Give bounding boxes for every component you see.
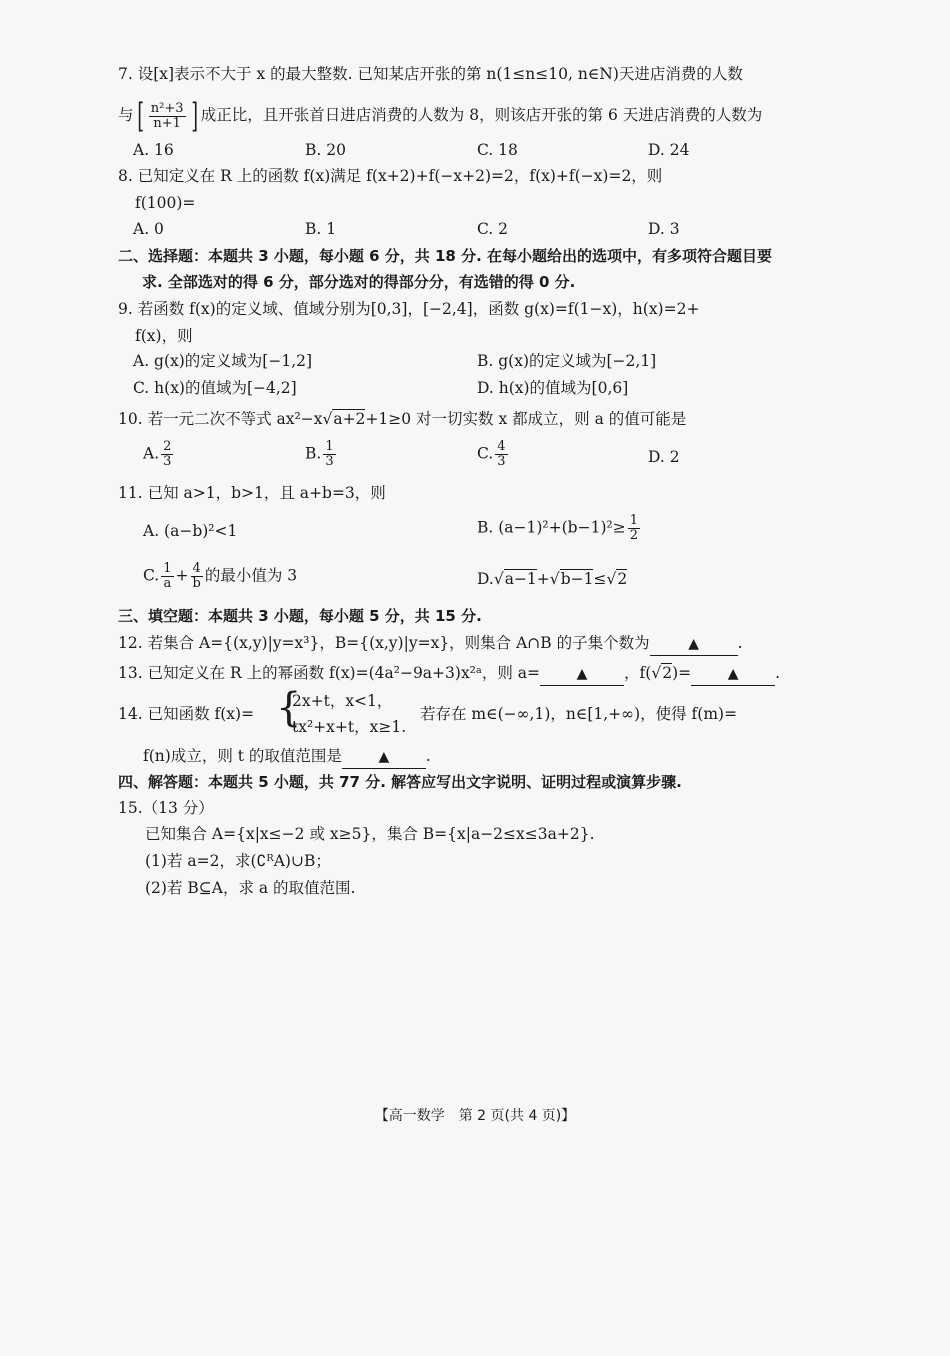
q7-line1: 7. 设[x]表示不大于 x 的最大整数. 已知某店开张的第 n(1≤n≤10, n∈N)天进店消费的人数 bbox=[118, 65, 743, 83]
q10-option-d: D. 2 bbox=[648, 448, 680, 466]
q11-stem: 11. 已知 a>1，b>1，且 a+b=3，则 bbox=[118, 484, 386, 502]
q8-line1: 8. 已知定义在 R 上的函数 f(x)满足 f(x+2)+f(−x+2)=2，f(x)+f(−x)=2，则 bbox=[118, 167, 663, 185]
q10-option-c bbox=[477, 440, 510, 469]
q11-d-s1: a−1 bbox=[504, 570, 537, 588]
q8-option-b: B. 1 bbox=[305, 220, 337, 238]
q7-option-c: C. 18 bbox=[477, 141, 518, 159]
sqrt-sign: √ bbox=[493, 570, 504, 588]
q11-b-pre: B. (a−1)²+(b−1)²≥ bbox=[477, 518, 626, 537]
q11-c-plus: + bbox=[175, 566, 189, 585]
q8-line2: f(100)= bbox=[135, 194, 196, 212]
q13-text: 13. 已知定义在 R 上的幂函数 f(x)=(4a²−9a+3)x²ᵃ，则 a= bbox=[118, 664, 541, 682]
q11-d-s2: b−1 bbox=[560, 570, 594, 588]
q12-text: 12. 若集合 A={(x,y)|y=x³}，B={(x,y)|y=x}，则集合 A∩B 的子集个数为 bbox=[118, 634, 650, 652]
q7-line2-rest: 成正比，且开张首日进店消费的人数为 8，则该店开张的第 6 天进店消费的人数为 bbox=[200, 106, 763, 124]
q13-mid2: )= bbox=[672, 664, 692, 682]
q9-option-c: C. h(x)的值域为[−4,2] bbox=[133, 379, 297, 397]
sqrt-sign: √ bbox=[651, 664, 662, 682]
q10-c-label: C. bbox=[477, 444, 494, 463]
page-footer: 【高一数学 第 2 页(共 4 页)】 bbox=[374, 1108, 576, 1124]
q9-option-a: A. g(x)的定义域为[−1,2] bbox=[133, 352, 313, 370]
q15-line3: (2)若 B⊆A，求 a 的取值范围. bbox=[145, 879, 356, 897]
q14-line2-text: f(n)成立，则 t 的取值范围是 bbox=[143, 747, 342, 765]
q10-sqrt: a+2 bbox=[333, 410, 366, 428]
q8-option-c: C. 2 bbox=[477, 220, 509, 238]
q11-option-a: A. (a−b)²<1 bbox=[143, 522, 238, 540]
q7-line2 bbox=[118, 96, 763, 136]
triangle-icon: ▲ bbox=[688, 636, 699, 652]
q13-answer-blank-a bbox=[540, 662, 624, 686]
q11-c-post: 的最小值为 3 bbox=[204, 566, 298, 585]
q9-line1: 9. 若函数 f(x)的定义域、值域分别为[0,3]，[−2,4]，函数 g(x)=f(1−x)，h(x)=2+ bbox=[118, 300, 700, 318]
q7-option-a: A. 16 bbox=[133, 141, 174, 159]
q13-sqrt: 2 bbox=[662, 664, 673, 682]
q13-line: 13. 已知定义在 R 上的幂函数 f(x)=(4a²−9a+3)x²ᵃ，则 a= ▲ ，f(√2)= ▲ . bbox=[118, 662, 780, 686]
q7-frac-den: n+1 bbox=[153, 115, 181, 131]
q13-mid: ，f( bbox=[624, 664, 652, 682]
sqrt-sign: √ bbox=[606, 570, 617, 588]
q14-pre: 14. 已知函数 f(x)= bbox=[118, 705, 255, 723]
q15-line2: (1)若 a=2，求(∁ᴿA)∪B； bbox=[145, 852, 331, 870]
q9-option-d: D. h(x)的值域为[0,6] bbox=[477, 379, 629, 397]
q10-a-frac bbox=[161, 440, 173, 469]
q11-option-b bbox=[477, 514, 642, 543]
q11-d-label: D. bbox=[477, 570, 494, 588]
q10-b-num: 1 bbox=[325, 439, 334, 454]
q10-b-label: B. bbox=[305, 444, 322, 463]
q14-end: . bbox=[425, 747, 431, 765]
q9-line2: f(x)，则 bbox=[135, 327, 193, 345]
q7-lead: 与 bbox=[118, 106, 134, 124]
q14-case1: 2x+t，x<1， bbox=[292, 692, 393, 710]
sqrt-sign: √ bbox=[322, 410, 333, 428]
q11-c-frac1 bbox=[161, 562, 173, 591]
q11-c-f2-num: 4 bbox=[191, 562, 203, 577]
q13-answer-blank-f bbox=[691, 662, 775, 686]
q10-c-frac bbox=[495, 440, 507, 469]
q11-option-d bbox=[477, 568, 627, 590]
section2-heading-cont: 求. 全部选对的得 6 分，部分选对的得部分分，有选错的得 0 分. bbox=[142, 273, 576, 291]
q14-case2: tx²+x+t，x≥1. bbox=[292, 718, 407, 736]
q10-stem bbox=[118, 408, 686, 430]
piecewise-brace: { bbox=[276, 685, 302, 731]
q8-option-a: A. 0 bbox=[133, 220, 164, 238]
q8-option-d: D. 3 bbox=[648, 220, 680, 238]
q10-option-b bbox=[305, 440, 338, 469]
q11-d-s3: 2 bbox=[617, 570, 628, 588]
q10-a-label: A. bbox=[143, 444, 160, 463]
q9-option-b: B. g(x)的定义域为[−2,1] bbox=[477, 352, 657, 370]
q11-option-c bbox=[143, 562, 297, 591]
section3-heading: 三、填空题：本题共 3 小题，每小题 5 分，共 15 分. bbox=[118, 607, 482, 625]
q11-d-plus: + bbox=[536, 570, 550, 588]
q11-c-f1-den: a bbox=[163, 576, 172, 591]
q10-b-frac bbox=[323, 440, 335, 469]
q10-pre: 10. 若一元二次不等式 ax²−x bbox=[118, 410, 323, 428]
q10-option-a bbox=[143, 440, 175, 469]
q11-d-le: ≤ bbox=[593, 570, 607, 588]
q10-a-num: 2 bbox=[163, 439, 172, 454]
q11-b-den: 2 bbox=[629, 528, 638, 543]
q7-fraction bbox=[149, 102, 186, 131]
q11-c-f2-den: b bbox=[192, 576, 201, 591]
q14-line2 bbox=[143, 745, 431, 769]
q11-b-frac bbox=[628, 514, 640, 543]
q10-b-den: 3 bbox=[325, 454, 334, 469]
q11-c-frac2 bbox=[191, 562, 203, 591]
q11-c-label: C. bbox=[143, 566, 160, 585]
section2-heading: 二、选择题：本题共 3 小题，每小题 6 分，共 18 分. 在每小题给出的选项中，有多项符合题目要 bbox=[118, 247, 773, 265]
q14-post: 若存在 m∈(−∞,1)，n∈[1,+∞)，使得 f(m)= bbox=[420, 705, 738, 723]
q14-answer-blank bbox=[342, 745, 426, 769]
q15-head: 15.（13 分） bbox=[118, 799, 214, 817]
q10-post: +1≥0 对一切实数 x 都成立，则 a 的值可能是 bbox=[365, 410, 687, 428]
triangle-icon: ▲ bbox=[378, 749, 390, 765]
section4-heading: 四、解答题：本题共 5 小题，共 77 分. 解答应写出文字说明、证明过程或演算步骤. bbox=[118, 773, 682, 791]
q12-line: 12. 若集合 A={(x,y)|y=x³}，B={(x,y)|y=x}，则集合 A∩B 的子集个数为 ▲ . bbox=[118, 632, 743, 656]
q15-line1: 已知集合 A={x|x≤−2 或 x≥5}，集合 B={x|a−2≤x≤3a+2}. bbox=[145, 825, 595, 843]
q10-c-den: 3 bbox=[497, 454, 506, 469]
triangle-icon: ▲ bbox=[576, 666, 588, 682]
q12-answer-blank bbox=[650, 632, 738, 656]
q7-option-b: B. 20 bbox=[305, 141, 346, 159]
q7-frac-num: n²+3 bbox=[150, 100, 184, 116]
q10-c-num: 4 bbox=[497, 439, 506, 454]
q11-b-num: 1 bbox=[629, 513, 638, 528]
right-floor-bracket: ] bbox=[190, 96, 198, 136]
triangle-icon: ▲ bbox=[727, 666, 739, 682]
q7-option-d: D. 24 bbox=[648, 141, 690, 159]
q10-a-den: 3 bbox=[163, 454, 172, 469]
left-floor-bracket: [ bbox=[136, 96, 144, 136]
q11-c-f1-num: 1 bbox=[163, 561, 172, 576]
sqrt-sign: √ bbox=[549, 570, 560, 588]
